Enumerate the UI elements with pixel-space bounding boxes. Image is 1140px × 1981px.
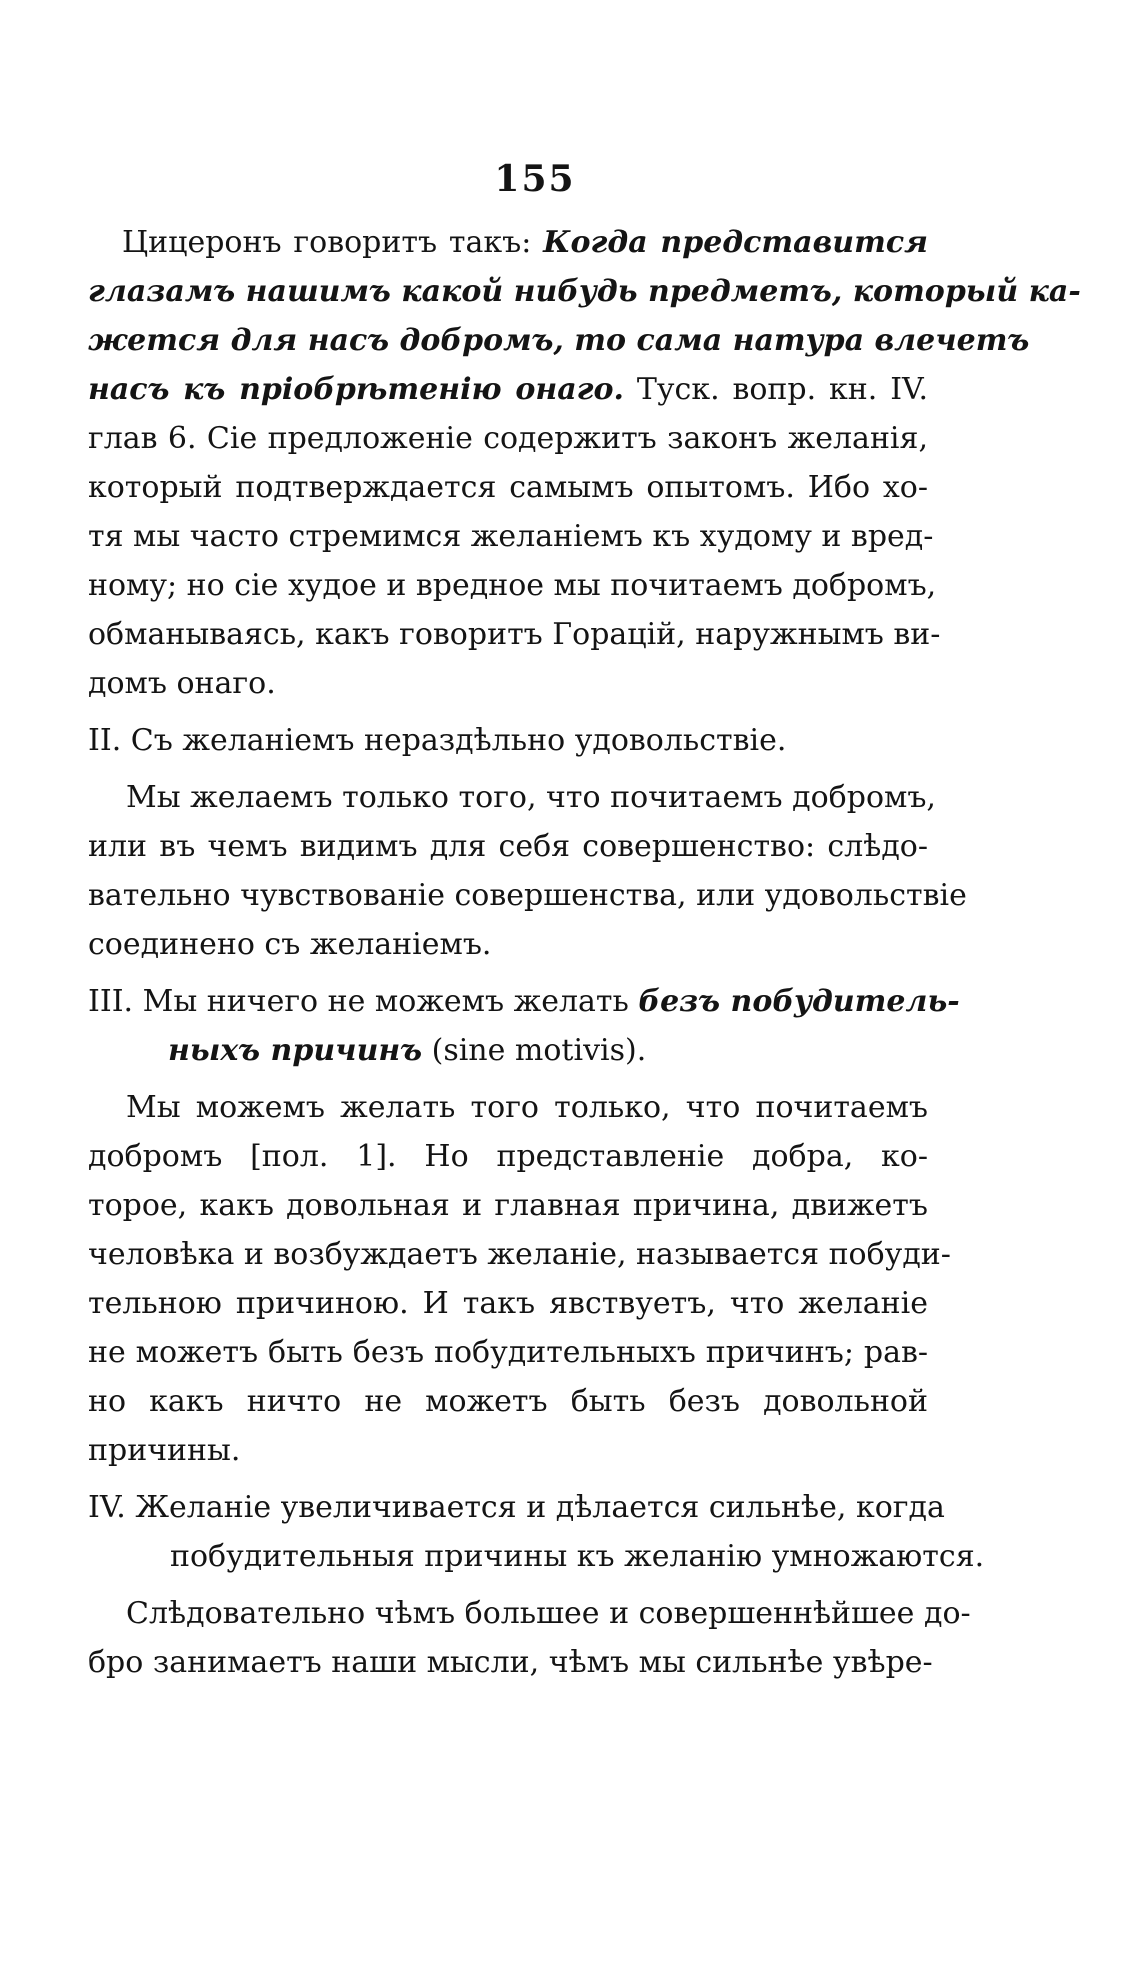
page-text — [88, 218, 1081, 1687]
section-heading: II. Съ желаніемъ нераздѣльно удовольствіе. — [88, 723, 787, 758]
text-line: но какъ ничто не можетъ быть безъ довольной — [88, 1384, 928, 1419]
text-line: причины. — [88, 1433, 241, 1468]
text-line: бро занимаетъ наши мысли, чѣмъ мы сильнѣе увѣре- — [88, 1645, 933, 1680]
text-line: не можетъ быть безъ побудительныхъ причинъ; рав- — [88, 1335, 928, 1370]
text-line — [88, 218, 928, 267]
text-line: обманываясь, какъ говоритъ Горацій, наружнымъ ви- — [88, 617, 941, 652]
text-line: торое, какъ довольная и главная причина, движетъ — [88, 1188, 928, 1223]
text-line: человѣка и возбуждаетъ желаніе, называется побуди- — [88, 1237, 951, 1272]
text-line-italic: глазамъ нашимъ какой нибудь предметъ, который ка- — [88, 274, 1081, 309]
text-line: тельною причиною. И такъ явствуетъ, что желаніе — [88, 1286, 928, 1321]
section-heading-continued: побудительныя причины къ желанію умножаются. — [170, 1539, 985, 1574]
text-line: Мы желаемъ только того, что почитаемъ добромъ, — [126, 780, 936, 815]
text-line: ному; но сіе худое и вредное мы почитаемъ добромъ, — [88, 568, 937, 603]
section-heading: IV. Желаніе увеличивается и дѣлается сильнѣе, когда — [88, 1490, 945, 1525]
text-line: тя мы часто стремимся желаніемъ къ худому и вред- — [88, 519, 934, 554]
text-line: Слѣдовательно чѣмъ большее и совершеннѣйшее до- — [126, 1596, 971, 1631]
text-line: Мы можемъ желать того только, что почитаемъ — [126, 1090, 928, 1125]
text-line-italic: жется для насъ добромъ, то сама натура влечетъ — [88, 323, 1030, 358]
text-run: Туск. вопр. кн. IV. — [623, 372, 929, 407]
text-line: или въ чемъ видимъ для себя совершенство: слѣдо- — [88, 829, 928, 864]
section-heading — [88, 977, 960, 1026]
text-line: соединено съ желаніемъ. — [88, 927, 492, 962]
text-run: Цицеронъ говоритъ такъ: — [122, 225, 544, 260]
text-run: (sine motivis). — [422, 1033, 647, 1068]
section-heading-continued — [88, 1026, 928, 1075]
text-line — [88, 365, 928, 414]
text-run: III. Мы ничего не можемъ желать — [88, 984, 639, 1019]
text-line: домъ онаго. — [88, 666, 276, 701]
italic-run: безъ побудитель- — [638, 984, 960, 1019]
text-line: вательно чувствованіе совершенства, или удовольствіе — [88, 878, 967, 913]
text-line: добромъ [пол. 1]. Но представленіе добра, ко- — [88, 1139, 928, 1174]
italic-run: насъ къ пріобрѣтенію онаго. — [88, 372, 624, 407]
text-line: глав 6. Сіе предложеніе содержитъ законъ желанія, — [88, 421, 928, 456]
italic-run: ныхъ причинъ — [168, 1033, 423, 1068]
text-line: который подтверждается самымъ опытомъ. Ибо хо- — [88, 470, 928, 505]
italic-run: Когда представится — [543, 225, 928, 260]
page-number: 155 — [494, 158, 576, 200]
